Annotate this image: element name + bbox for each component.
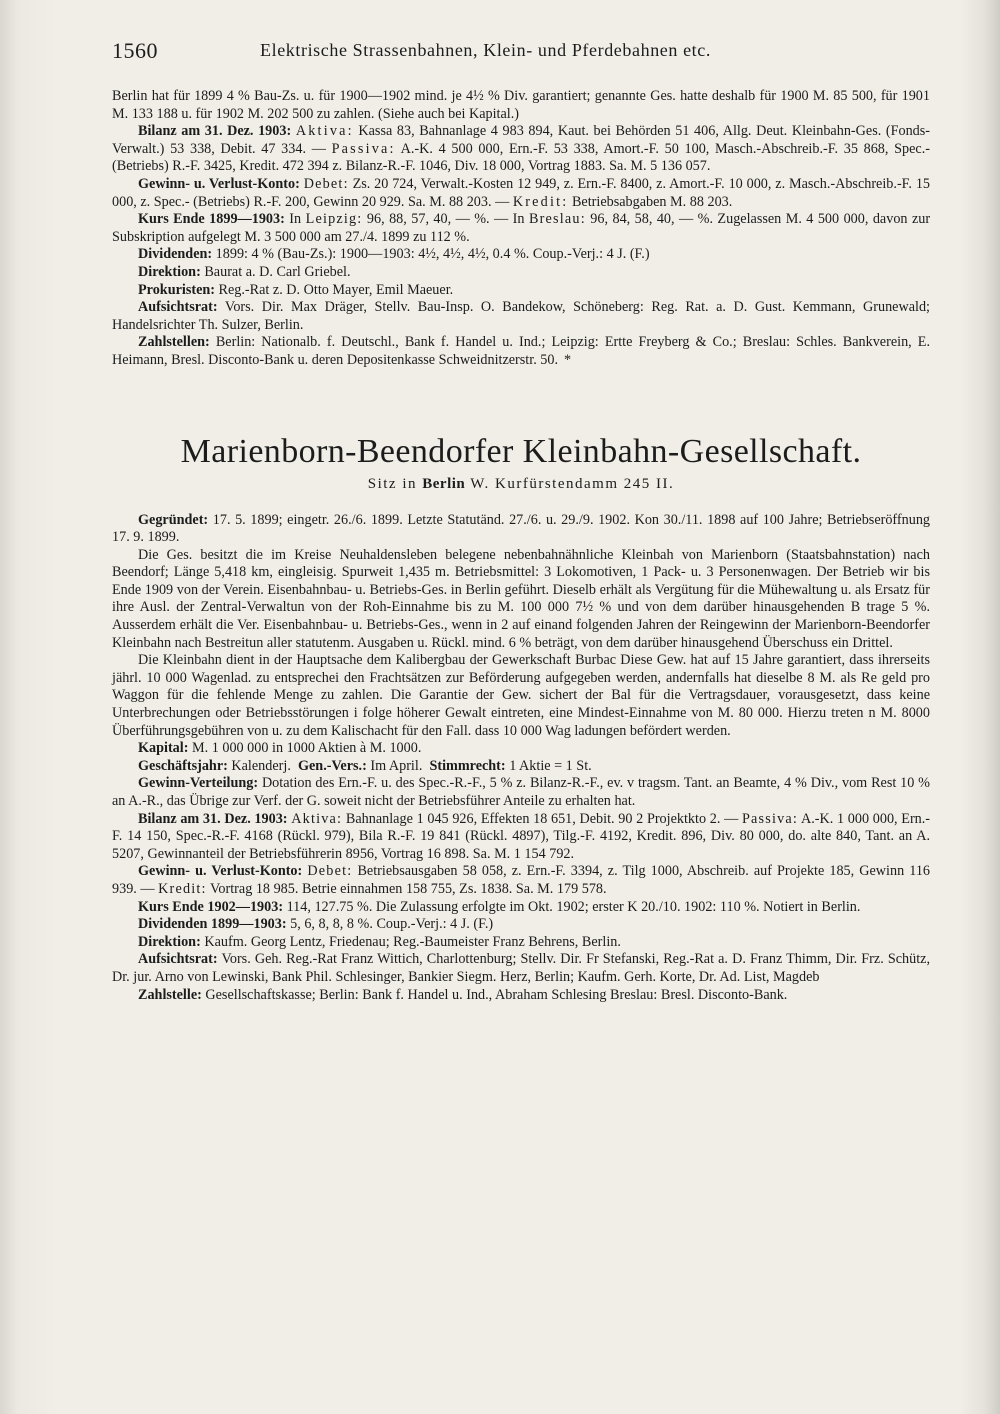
kapital-label: Kapital: xyxy=(138,740,189,757)
zahlstellen-section: Zahlstellen: Berlin: Nationalb. f. Deutschl., Bank f. Handel u. Ind.; Leipzig: Ertte Freyberg & Co.; Breslau: Schles. Bankverein, E. Heimann, Bresl. Disconto-Bank u. deren Depositenkasse Schweidnitzerstr. 50. * xyxy=(112,334,931,368)
prokuristen-section: Prokuristen: Reg.-Rat z. D. Otto Mayer, Emil Maeuer. xyxy=(138,281,454,298)
page-content xyxy=(112,88,930,1004)
zahlstelle-section: Zahlstelle: Gesellschaftskasse; Berlin: Bank f. Handel u. Ind., Abraham Schlesing Breslau: Bresl. Disconto-Bank. xyxy=(138,986,788,1003)
guv-section: Gewinn- u. Verlust-Konto: Debet: Zs. 20 724, Verwalt.-Kosten 12 949, z. Ern.-F. 8400, z. Amort.-F. 10 000, z. Masch.-Abschreib.-F. 15 000, z. Spec.- (Betriebs) R.-F. 200, Gewinn 20 929. Sa. M. 88 203. — Kredit: Betriebsabgaben M. 88 203. xyxy=(112,175,931,210)
company-heading xyxy=(112,432,930,494)
aufsichtsrat-section-2: Aufsichtsrat: Vors. Geh. Reg.-Rat Franz Wittich, Charlottenburg; Stellv. Dir. Fr Stefanski, Reg.-Rat a. D. Franz Thimm, Dir. Frz. Schütz, Dr. jur. Arno von Lewinski, Bank Phil. Schlesinger, Bankier Siegm. Herz, Berlin; Kaufm. Gerh. Korte, Dr. Ad. List, Magdeb xyxy=(112,951,930,985)
running-title: Elektrische Strassenbahnen, Klein- und Pferdebahnen etc. xyxy=(260,40,711,60)
direktion-label-2: Direktion: xyxy=(138,933,201,950)
guv-label: Gewinn- u. Verlust-Konto: xyxy=(138,175,300,192)
seat-city: Berlin xyxy=(422,475,466,492)
company-title: Marienborn-Beendorfer Kleinbahn-Gesellschaft. xyxy=(180,432,862,470)
bilanz-label: Bilanz am 31. Dez. 1903: xyxy=(138,123,292,140)
geschaeftsjahr-label: Geschäftsjahr: xyxy=(138,757,228,774)
kurs-section: Kurs Ende 1899—1903: In Leipzig: 96, 88, 57, 40, — %. — In Breslau: 96, 84, 58, 40, — %. Zugelassen M. 4 500 000, davon zur Subskription aufgelegt M. 3 500 000 am 27./4. 1899 zu 112 %. xyxy=(112,211,931,245)
direktion-section: Direktion: Baurat a. D. Carl Griebel. xyxy=(138,263,351,280)
guv-label-2: Gewinn- u. Verlust-Konto: xyxy=(138,863,303,880)
dividenden-section-2: Dividenden 1899—1903: 5, 6, 8, 8, 8 %. Coup.-Verj.: 4 J. (F.) xyxy=(138,916,494,933)
kurs-label: Kurs Ende 1899—1903: xyxy=(138,211,285,228)
direktion-label: Direktion: xyxy=(138,263,201,280)
prokuristen-label: Prokuristen: xyxy=(138,281,215,298)
company-seat: Sitz in Berlin W. Kurfürstendamm 245 II. xyxy=(367,475,675,492)
aufsichtsrat-label-2: Aufsichtsrat: xyxy=(138,951,218,968)
gewinn-verteilung-section: Gewinn-Verteilung: Dotation des Ern.-F. u. des Spec.-R.-F., 5 % z. Bilanz-R.-F., ev. v tragsm. Tant. an Beamte, 4 % Div., vom Rest 10 % an A.-R., das Übrige zur Verf. der G. soweit nicht der Betriebsführer Anteile zu erhalten hat. xyxy=(112,775,931,809)
gegruendet-label: Gegründet: xyxy=(138,511,209,528)
dividenden-section: Dividenden: 1899: 4 % (Bau-Zs.): 1900—1903: 4½, 4½, 4½, 0.4 %. Coup.-Verj.: 4 J. (F.) xyxy=(138,246,650,263)
geschaeftsjahr-section: Geschäftsjahr: Kalenderj. Gen.-Vers.: Im April. Stimmrecht: 1 Aktie = 1 St. xyxy=(138,757,592,774)
intro-paragraph: Berlin hat für 1899 4 % Bau-Zs. u. für 1900—1902 mind. je 4½ % Div. garantiert; genannte Ges. hatte deshalb für 1900 M. 85 500, für 1901 M. 133 188 u. für 1902 M. 202 500 zu zahlen. (Siehe auch bei Kapital.) xyxy=(112,88,930,122)
dividenden-label-2: Dividenden 1899—1903: xyxy=(138,916,287,933)
zahlstelle-label: Zahlstelle: xyxy=(138,986,202,1003)
guv-section-2: Gewinn- u. Verlust-Konto: Debet: Betriebsausgaben 58 058, z. Ern.-F. 3394, z. Tilg 1000, Abschreib. auf Projekte 185, Gewinn 116 939. — Kredit: Vortrag 18 985. Betrie einnahmen 158 755, Zs. 1838. Sa. M. 179 578. xyxy=(112,863,931,897)
description-paragraph-2: Die Kleinbahn dient in der Hauptsache dem Kalibergbau der Gewerkschaft Burbac Diese Gew. hat auf 15 Jahre garantiert, dass ihrerseits jährl. 10 000 Wagenlad. zu entsprechei den Frachtsätzen zur Beförderung aufgegeben werden, andernfalls hat dieselbe 8 M. als Re geld pro Waggon für die fehlende Menge zu zahlen. Die Garantie der Gew. sichert der Bal für die Vertragsdauer, vorausgesetzt, dass keine Unterbrechungen oder Betriebsstörungen i folge höherer Gewalt eintreten, eine Mindest-Einnahme von M. 80 000. Hierzu treten n M. 8000 Überführungsgebühren von u. zu dem Kalischacht für den Fall. dass 10 000 Wag ladungen befördert werden. xyxy=(112,652,930,739)
kapital-section: Kapital: M. 1 000 000 in 1000 Aktien à M. 1000. xyxy=(138,740,422,757)
page-number: 1560 xyxy=(112,38,158,63)
gegruendet-section: Gegründet: 17. 5. 1899; eingetr. 26./6. 1899. Letzte Statutänd. 27./6. u. 29./9. 1902. Kon 30./11. 1898 auf 100 Jahre; Betriebseröffnung 17. 9. 1899. xyxy=(112,511,931,546)
gen-vers-label: Gen.-Vers.: xyxy=(297,757,367,774)
bilanz-label-2: Bilanz am 31. Dez. 1903: xyxy=(138,810,288,827)
bilanz-section-2: Bilanz am 31. Dez. 1903: Aktiva: Bahnanlage 1 045 926, Effekten 18 651, Debit. 90 2 Projektkto 2. — Passiva: A.-K. 1 000 000, Ern.-F. 14 150, Spec.-R.-F. 4168 (Rückl. 979), Bila R.-F. 19 841 (Rückl. 4897), Tilg.-F. 4192, Kredit. 896, Div. 80 000, do. alte 840, Tant. an A. 5207, Gewinnanteil der Betriebsführerin 8956, Vortrag 16 898. Sa. M. 1 154 792. xyxy=(112,810,931,862)
dividenden-label: Dividenden: xyxy=(138,246,213,263)
kurs-section-2: Kurs Ende 1902—1903: 114, 127.75 %. Die Zulassung erfolgte im Okt. 1902; erster K 20./10. 1902: 110 %. Notiert in Berlin. xyxy=(138,898,861,915)
kurs-label-2: Kurs Ende 1902—1903: xyxy=(138,898,284,915)
zahlstellen-label: Zahlstellen: xyxy=(138,334,210,351)
description-paragraph-1: Die Ges. besitzt die im Kreise Neuhaldensleben belegene nebenbahnähnliche Kleinbah von Marienborn (Staatsbahnstation) nach Beendorf; Länge 5,418 km, eingleisig. Spurweit 1,435 m. Betriebsmittel: 3 Lokomotiven, 1 Pack- u. 3 Personenwagen. Der Betrieb wir bis Ende 1909 von der Verein. Eisenbahnbau- u. Betriebs-Ges. in Berlin geführt. Dieselb erhält als Vergütung für die Mühewaltung u. als Ersatz für ihre Ausl. der Zentral-Verwaltun von der Roh-Einnahme bis zu M. 100 000 7½ % und von dem darüber hinausgehenden B trage 5 %. Ausserdem erhält die Ver. Eisenbahnbau- u. Betriebs-Ges., wenn in 2 auf einand folgenden Jahren der Reingewinn der Marienborn-Beendorfer Kleinbahn nach Bestreitun aller statutenm. Ausgaben u. Rückl. mind. 6 % beträgt, von dem darüber hinausgehend Überschuss ein Drittel. xyxy=(112,546,930,651)
star-mark: * xyxy=(564,351,572,368)
stimmrecht-label: Stimmrecht: xyxy=(429,757,506,774)
direktion-section-2: Direktion: Kaufm. Georg Lentz, Friedenau; Reg.-Baumeister Franz Behrens, Berlin. xyxy=(138,933,621,950)
aufsichtsrat-section: Aufsichtsrat: Vors. Dir. Max Dräger, Stellv. Bau-Insp. O. Bandekow, Schöneberg: Reg. Rat. a. D. Gust. Kemmann, Grunewald; Handelsrichter Th. Sulzer, Berlin. xyxy=(112,299,930,333)
aufsichtsrat-label: Aufsichtsrat: xyxy=(138,299,218,316)
page-header xyxy=(112,38,932,68)
bilanz-section: Bilanz am 31. Dez. 1903: Aktiva: Kassa 83, Bahnanlage 4 983 894, Kaut. bei Behörden 51 406, Allg. Deut. Kleinbahn-Ges. (Fonds-Verwalt.) 53 338, Debit. 47 334. — Passiva: A.-K. 4 500 000, Ern.-F. 53 338, Amort.-F. 50 100, Masch.-Abschreib.-F. 35 868, Spec.- (Betriebs) R.-F. 3425, Kredit. 472 394 z. Bilanz-R.-F. 1046, Div. 18 000, Vortrag 1883. Sa. M. 5 136 057. xyxy=(112,123,931,175)
gewinn-verteilung-label: Gewinn-Verteilung: xyxy=(138,775,259,792)
